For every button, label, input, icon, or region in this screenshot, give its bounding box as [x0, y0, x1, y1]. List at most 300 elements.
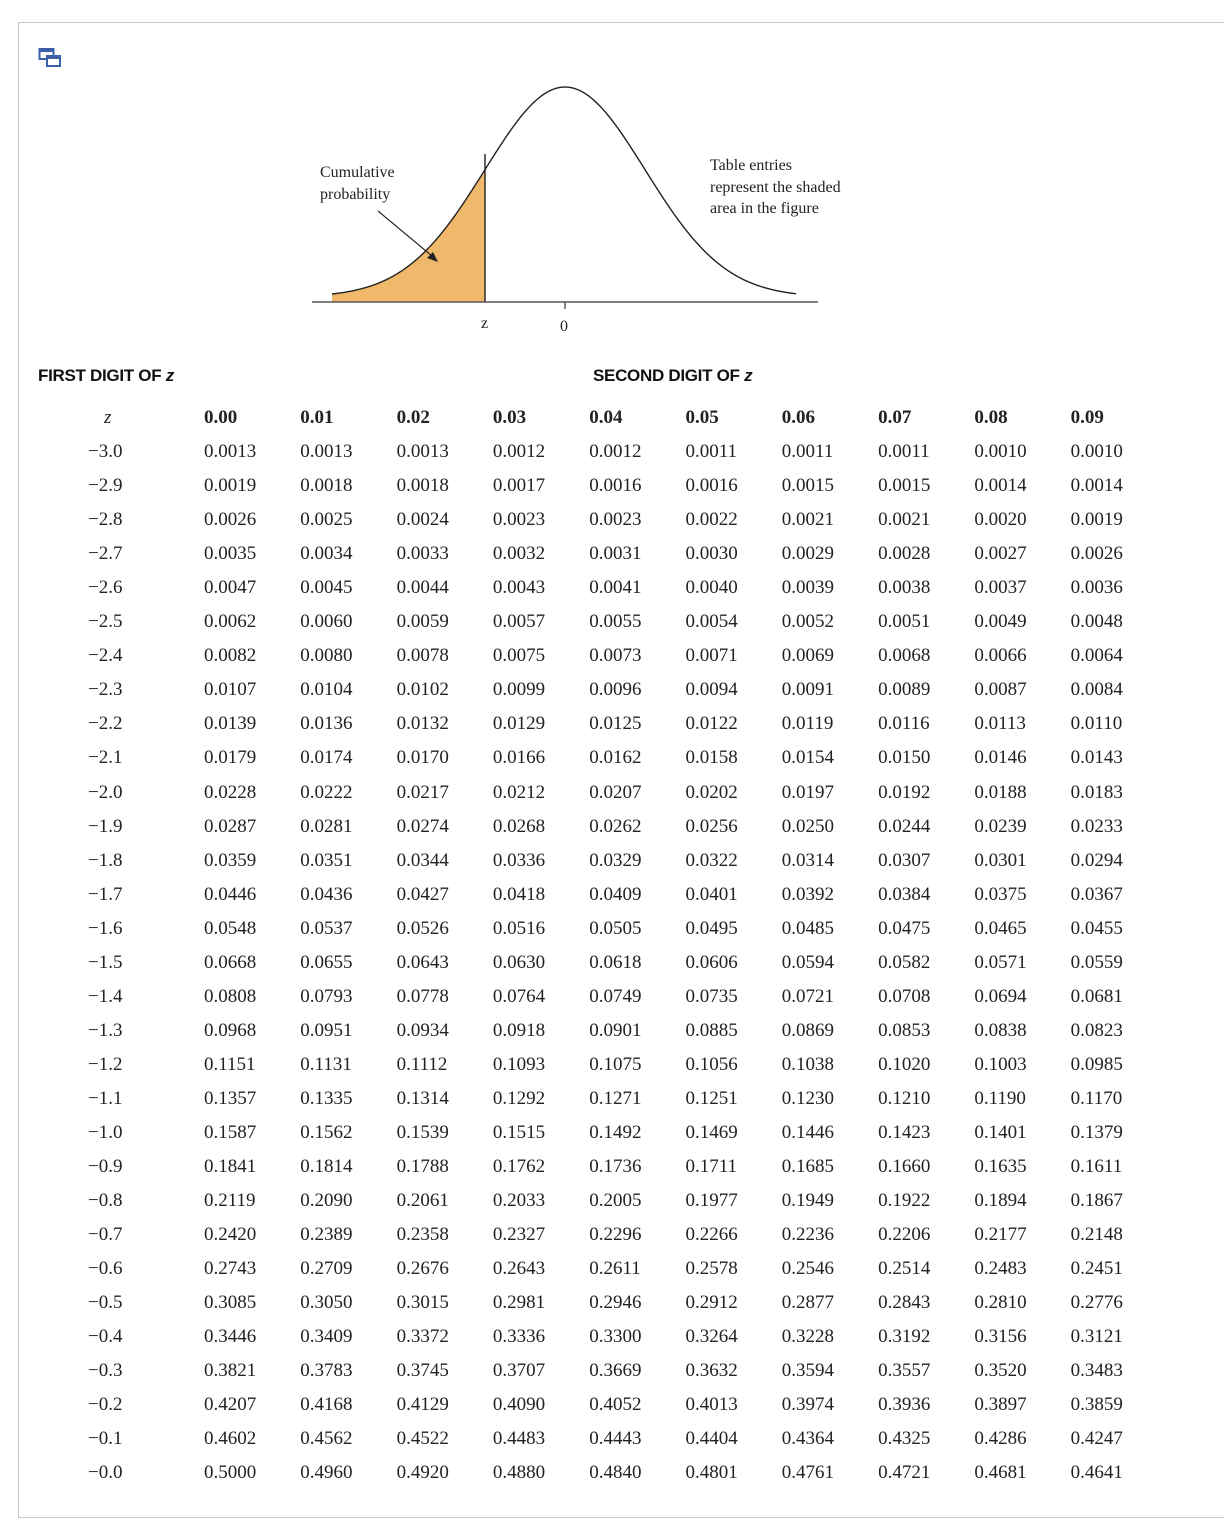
z-value-cell: −1.7 — [88, 883, 123, 905]
probability-cell: 0.3372 — [396, 1326, 449, 1348]
table-row — [60, 1150, 1167, 1184]
probability-cell: 0.2546 — [781, 1258, 835, 1280]
probability-cell: 0.2420 — [204, 1224, 257, 1246]
probability-cell: 0.2206 — [878, 1224, 931, 1246]
probability-cell: 0.3121 — [1070, 1326, 1123, 1348]
probability-cell: 0.0217 — [396, 781, 449, 803]
z-value-cell: −2.6 — [88, 577, 123, 599]
probability-cell: 0.2946 — [589, 1292, 642, 1314]
z-table — [60, 401, 1167, 1491]
probability-cell: 0.0014 — [974, 475, 1027, 497]
probability-cell: 0.0023 — [492, 509, 546, 531]
probability-cell: 0.0344 — [396, 849, 449, 871]
probability-cell: 0.4247 — [1070, 1428, 1123, 1450]
probability-cell: 0.0037 — [974, 577, 1027, 599]
probability-cell: 0.0040 — [685, 577, 738, 599]
probability-cell: 0.0047 — [204, 577, 257, 599]
probability-cell: 0.1210 — [878, 1087, 931, 1109]
probability-cell: 0.2643 — [492, 1258, 546, 1280]
z-value-cell: −2.8 — [88, 509, 123, 531]
probability-cell: 0.1170 — [1070, 1087, 1123, 1109]
table-row — [60, 878, 1167, 912]
probability-cell: 0.0122 — [685, 713, 738, 735]
probability-cell: 0.3859 — [1070, 1394, 1123, 1416]
probability-cell: 0.3520 — [974, 1360, 1027, 1382]
probability-cell: 0.0013 — [396, 441, 449, 463]
column-header: 0.08 — [974, 407, 1008, 429]
probability-cell: 0.0016 — [589, 475, 642, 497]
table-row — [60, 537, 1167, 571]
probability-cell: 0.0158 — [685, 747, 738, 769]
column-header: 0.09 — [1070, 407, 1104, 429]
z-value-cell: −0.9 — [88, 1156, 123, 1178]
probability-cell: 0.1788 — [396, 1156, 449, 1178]
probability-cell: 0.0212 — [492, 781, 546, 803]
probability-cell: 0.0537 — [300, 917, 353, 939]
probability-cell: 0.0018 — [300, 475, 353, 497]
probability-cell: 0.2676 — [396, 1258, 449, 1280]
table-row — [60, 810, 1167, 844]
probability-cell: 0.4207 — [204, 1394, 257, 1416]
probability-cell: 0.2389 — [300, 1224, 353, 1246]
probability-cell: 0.0119 — [781, 713, 834, 735]
probability-cell: 0.1446 — [781, 1122, 835, 1143]
probability-cell: 0.0222 — [300, 781, 353, 803]
probability-cell: 0.0052 — [781, 611, 835, 633]
probability-cell: 0.0116 — [878, 713, 930, 735]
table-row — [60, 1048, 1167, 1082]
probability-cell: 0.0027 — [974, 543, 1027, 565]
probability-cell: 0.1949 — [781, 1190, 835, 1212]
z-value-cell: −0.2 — [88, 1394, 123, 1416]
probability-cell: 0.0026 — [1070, 543, 1123, 565]
probability-cell: 0.0066 — [974, 645, 1027, 667]
probability-cell: 0.4129 — [396, 1394, 449, 1416]
probability-cell: 0.0015 — [781, 475, 835, 497]
probability-cell: 0.0028 — [878, 543, 931, 565]
probability-cell: 0.1003 — [974, 1053, 1027, 1075]
table-row — [60, 1422, 1167, 1456]
probability-cell: 0.1922 — [878, 1190, 931, 1212]
probability-cell: 0.2451 — [1070, 1258, 1123, 1280]
probability-cell: 0.3897 — [974, 1394, 1027, 1416]
column-header: 0.07 — [878, 407, 912, 429]
probability-cell: 0.4013 — [685, 1394, 738, 1416]
probability-cell: 0.4880 — [492, 1462, 546, 1484]
probability-cell: 0.0049 — [974, 611, 1027, 633]
table-row — [60, 1184, 1167, 1218]
probability-cell: 0.0392 — [781, 883, 835, 905]
probability-cell: 0.0233 — [1070, 815, 1123, 837]
probability-cell: 0.0020 — [974, 509, 1027, 531]
probability-cell: 0.0375 — [974, 883, 1027, 905]
probability-cell: 0.0526 — [396, 917, 449, 939]
probability-cell: 0.0465 — [974, 917, 1027, 939]
probability-cell: 0.0107 — [204, 679, 257, 701]
probability-cell: 0.0026 — [204, 509, 257, 531]
probability-cell: 0.0179 — [204, 747, 257, 769]
probability-cell: 0.0294 — [1070, 849, 1123, 871]
probability-cell: 0.3632 — [685, 1360, 738, 1382]
entries-label-line3: area in the figure — [710, 200, 819, 217]
probability-cell: 0.1736 — [589, 1156, 642, 1178]
column-header: 0.05 — [685, 407, 719, 429]
probability-cell: 0.0064 — [1070, 645, 1123, 667]
probability-cell: 0.3085 — [204, 1292, 257, 1314]
probability-cell: 0.2005 — [589, 1190, 642, 1212]
probability-cell: 0.0823 — [1070, 1019, 1123, 1041]
probability-cell: 0.0021 — [878, 509, 931, 531]
table-row — [60, 980, 1167, 1014]
probability-cell: 0.1894 — [974, 1190, 1027, 1212]
probability-cell: 0.4721 — [878, 1462, 931, 1484]
probability-cell: 0.0559 — [1070, 951, 1123, 973]
probability-cell: 0.0012 — [589, 441, 642, 463]
table-row — [60, 605, 1167, 639]
probability-cell: 0.0041 — [589, 577, 642, 599]
probability-cell: 0.3336 — [492, 1326, 546, 1348]
probability-cell: 0.0838 — [974, 1019, 1027, 1041]
probability-cell: 0.0036 — [1070, 577, 1123, 599]
probability-cell: 0.2611 — [589, 1258, 641, 1280]
probability-cell: 0.4681 — [974, 1462, 1027, 1484]
probability-cell: 0.4364 — [781, 1428, 835, 1450]
column-header: 0.04 — [589, 407, 623, 429]
probability-cell: 0.1611 — [1070, 1156, 1123, 1178]
probability-cell: 0.0668 — [204, 951, 257, 973]
probability-cell: 0.2236 — [781, 1224, 835, 1246]
z-value-cell: −0.6 — [88, 1258, 123, 1280]
probability-cell: 0.1867 — [1070, 1190, 1123, 1212]
table-row — [60, 435, 1167, 469]
table-row — [60, 1252, 1167, 1286]
cumulative-label-line1: Cumulative — [320, 164, 395, 181]
probability-cell: 0.0721 — [781, 985, 835, 1007]
probability-cell: 0.2327 — [492, 1224, 546, 1246]
probability-cell: 0.0150 — [878, 747, 931, 769]
probability-cell: 0.0516 — [492, 917, 546, 939]
probability-cell: 0.1401 — [974, 1122, 1027, 1143]
z-value-cell: −2.1 — [88, 747, 123, 769]
probability-cell: 0.0655 — [300, 951, 353, 973]
probability-cell: 0.0793 — [300, 985, 353, 1007]
probability-cell: 0.4840 — [589, 1462, 642, 1484]
table-row — [60, 1456, 1167, 1490]
probability-cell: 0.0594 — [781, 951, 835, 973]
probability-cell: 0.0025 — [300, 509, 353, 531]
probability-cell: 0.2709 — [300, 1258, 353, 1280]
z-value-cell: −2.5 — [88, 611, 123, 633]
entries-label-line2: represent the shaded — [710, 179, 841, 196]
probability-cell: 0.0029 — [781, 543, 835, 565]
probability-cell: 0.3228 — [781, 1326, 835, 1348]
probability-cell: 0.0869 — [781, 1019, 835, 1041]
probability-cell: 0.0080 — [300, 645, 353, 667]
probability-cell: 0.0495 — [685, 917, 738, 939]
probability-cell: 0.0287 — [204, 815, 257, 837]
probability-cell: 0.0951 — [300, 1019, 353, 1041]
z-value-cell: −2.7 — [88, 543, 123, 565]
probability-cell: 0.0044 — [396, 577, 449, 599]
table-row — [60, 1218, 1167, 1252]
probability-cell: 0.0019 — [1070, 509, 1123, 531]
probability-cell: 0.0694 — [974, 985, 1027, 1007]
probability-cell: 0.1292 — [492, 1087, 546, 1109]
probability-cell: 0.0183 — [1070, 781, 1123, 803]
probability-cell: 0.0129 — [492, 713, 546, 735]
probability-cell: 0.0010 — [974, 441, 1027, 463]
probability-cell: 0.0017 — [492, 475, 546, 497]
probability-cell: 0.0034 — [300, 543, 353, 565]
probability-cell: 0.4920 — [396, 1462, 449, 1484]
probability-cell: 0.0985 — [1070, 1053, 1123, 1075]
table-row — [60, 639, 1167, 673]
probability-cell: 0.1335 — [300, 1087, 353, 1109]
z-value-cell: −0.8 — [88, 1190, 123, 1212]
probability-cell: 0.2296 — [589, 1224, 642, 1246]
probability-cell: 0.0853 — [878, 1019, 931, 1041]
column-header: 0.00 — [204, 407, 238, 429]
probability-cell: 0.0087 — [974, 679, 1027, 701]
probability-cell: 0.0075 — [492, 645, 546, 667]
probability-cell: 0.3050 — [300, 1292, 353, 1314]
probability-cell: 0.0059 — [396, 611, 449, 633]
probability-cell: 0.0078 — [396, 645, 449, 667]
probability-cell: 0.0013 — [204, 441, 257, 463]
probability-cell: 0.2743 — [204, 1258, 257, 1280]
probability-cell: 0.0681 — [1070, 985, 1123, 1007]
probability-cell: 0.1112 — [396, 1053, 448, 1075]
probability-cell: 0.1271 — [589, 1087, 642, 1109]
probability-cell: 0.0244 — [878, 815, 931, 837]
table-row — [60, 571, 1167, 605]
probability-cell: 0.3936 — [878, 1394, 931, 1416]
probability-cell: 0.1841 — [204, 1156, 257, 1178]
probability-cell: 0.0188 — [974, 781, 1027, 803]
probability-cell: 0.0630 — [492, 951, 546, 973]
probability-cell: 0.0174 — [300, 747, 353, 769]
probability-cell: 0.3192 — [878, 1326, 931, 1348]
probability-cell: 0.0934 — [396, 1019, 449, 1041]
popout-window-icon[interactable] — [38, 47, 62, 69]
probability-cell: 0.3594 — [781, 1360, 835, 1382]
probability-cell: 0.1020 — [878, 1053, 931, 1075]
probability-cell: 0.0268 — [492, 815, 546, 837]
probability-cell: 0.0146 — [974, 747, 1027, 769]
probability-cell: 0.1660 — [878, 1156, 931, 1178]
probability-cell: 0.0329 — [589, 849, 642, 871]
probability-cell: 0.0170 — [396, 747, 449, 769]
probability-cell: 0.0618 — [589, 951, 642, 973]
probability-cell: 0.1423 — [878, 1122, 931, 1143]
probability-cell: 0.4801 — [685, 1462, 738, 1484]
probability-cell: 0.0749 — [589, 985, 642, 1007]
probability-cell: 0.0018 — [396, 475, 449, 497]
probability-cell: 0.1314 — [396, 1087, 449, 1109]
probability-cell: 0.0505 — [589, 917, 642, 939]
column-header: 0.01 — [300, 407, 334, 429]
probability-cell: 0.0154 — [781, 747, 835, 769]
probability-cell: 0.2033 — [492, 1190, 546, 1212]
probability-cell: 0.4168 — [300, 1394, 353, 1416]
z-value-cell: −2.9 — [88, 475, 123, 497]
probability-cell: 0.2912 — [685, 1292, 738, 1314]
probability-cell: 0.0073 — [589, 645, 642, 667]
probability-cell: 0.2483 — [974, 1258, 1027, 1280]
probability-cell: 0.0262 — [589, 815, 642, 837]
probability-cell: 0.1131 — [300, 1053, 352, 1075]
probability-cell: 0.0427 — [396, 883, 449, 905]
probability-cell: 0.1251 — [685, 1087, 738, 1109]
probability-cell: 0.3300 — [589, 1326, 642, 1348]
probability-cell: 0.0548 — [204, 917, 257, 939]
probability-cell: 0.2061 — [396, 1190, 449, 1212]
table-row — [60, 707, 1167, 741]
z-value-cell: −1.5 — [88, 951, 123, 973]
z-value-cell: −2.4 — [88, 645, 123, 667]
probability-cell: 0.0102 — [396, 679, 449, 701]
table-row — [60, 1082, 1167, 1116]
probability-cell: 0.0968 — [204, 1019, 257, 1041]
probability-cell: 0.0885 — [685, 1019, 738, 1041]
probability-cell: 0.0010 — [1070, 441, 1123, 463]
probability-cell: 0.2090 — [300, 1190, 353, 1212]
entries-label-line1: Table entries — [710, 157, 792, 174]
probability-cell: 0.0409 — [589, 883, 642, 905]
probability-cell: 0.0307 — [878, 849, 931, 871]
probability-cell: 0.4562 — [300, 1428, 353, 1450]
table-row — [60, 1354, 1167, 1388]
probability-cell: 0.0051 — [878, 611, 931, 633]
probability-cell: 0.4522 — [396, 1428, 449, 1450]
z-value-cell: −0.0 — [88, 1462, 123, 1484]
probability-cell: 0.0202 — [685, 781, 738, 803]
probability-cell: 0.0099 — [492, 679, 546, 701]
probability-cell: 0.0764 — [492, 985, 546, 1007]
probability-cell: 0.3446 — [204, 1326, 257, 1348]
probability-cell: 0.0030 — [685, 543, 738, 565]
probability-cell: 0.2266 — [685, 1224, 738, 1246]
pointer-arrow — [378, 211, 432, 256]
probability-cell: 0.0418 — [492, 883, 546, 905]
probability-cell: 0.0322 — [685, 849, 738, 871]
probability-cell: 0.0228 — [204, 781, 257, 803]
probability-cell: 0.0139 — [204, 713, 257, 735]
probability-cell: 0.1230 — [781, 1087, 835, 1109]
second-digit-header: SECOND DIGIT OF z — [593, 366, 753, 385]
probability-cell: 0.0022 — [685, 509, 738, 531]
table-row — [60, 469, 1167, 503]
probability-cell: 0.2514 — [878, 1258, 931, 1280]
probability-cell: 0.0132 — [396, 713, 449, 735]
table-row — [60, 673, 1167, 707]
z-value-cell: −0.5 — [88, 1292, 123, 1314]
probability-cell: 0.1190 — [974, 1087, 1026, 1109]
probability-cell: 0.0136 — [300, 713, 353, 735]
z-value-cell: −3.0 — [88, 441, 123, 463]
z-value-cell: −0.3 — [88, 1360, 123, 1382]
probability-cell: 0.3557 — [878, 1360, 931, 1382]
probability-cell: 0.1515 — [492, 1122, 546, 1143]
first-digit-header: FIRST DIGIT OF z — [38, 366, 174, 385]
probability-cell: 0.0012 — [492, 441, 546, 463]
probability-cell: 0.0582 — [878, 951, 931, 973]
probability-cell: 0.0192 — [878, 781, 931, 803]
probability-cell: 0.0032 — [492, 543, 546, 565]
probability-cell: 0.3821 — [204, 1360, 257, 1382]
column-header-row — [60, 401, 1167, 435]
z-value-cell: −1.3 — [88, 1019, 123, 1041]
probability-cell: 0.0043 — [492, 577, 546, 599]
probability-cell: 0.2119 — [204, 1190, 256, 1212]
probability-cell: 0.1562 — [300, 1122, 353, 1143]
z-value-cell: −1.6 — [88, 917, 123, 939]
probability-cell: 0.1814 — [300, 1156, 353, 1178]
probability-cell: 0.0250 — [781, 815, 835, 837]
probability-cell: 0.1379 — [1070, 1122, 1123, 1143]
probability-cell: 0.0054 — [685, 611, 738, 633]
probability-cell: 0.0808 — [204, 985, 257, 1007]
probability-cell: 0.0062 — [204, 611, 257, 633]
probability-cell: 0.3483 — [1070, 1360, 1123, 1382]
probability-cell: 0.0023 — [589, 509, 642, 531]
probability-cell: 0.1977 — [685, 1190, 738, 1212]
probability-cell: 0.0256 — [685, 815, 738, 837]
probability-cell: 0.0024 — [396, 509, 449, 531]
probability-cell: 0.3156 — [974, 1326, 1027, 1348]
probability-cell: 0.0011 — [781, 441, 834, 463]
probability-cell: 0.4602 — [204, 1428, 257, 1450]
probability-cell: 0.0011 — [878, 441, 930, 463]
probability-cell: 0.2776 — [1070, 1292, 1123, 1314]
probability-cell: 0.0778 — [396, 985, 449, 1007]
probability-cell: 0.0274 — [396, 815, 449, 837]
probability-cell: 0.1635 — [974, 1156, 1027, 1178]
probability-cell: 0.0019 — [204, 475, 257, 497]
probability-cell: 0.0035 — [204, 543, 257, 565]
probability-cell: 0.0606 — [685, 951, 738, 973]
probability-cell: 0.0125 — [589, 713, 642, 735]
probability-cell: 0.0021 — [781, 509, 835, 531]
probability-cell: 0.0104 — [300, 679, 353, 701]
probability-cell: 0.0011 — [685, 441, 738, 463]
probability-cell: 0.2177 — [974, 1224, 1027, 1246]
probability-cell: 0.1685 — [781, 1156, 835, 1178]
cumulative-label-line2: probability — [320, 186, 391, 203]
table-row — [60, 503, 1167, 537]
probability-cell: 0.0735 — [685, 985, 738, 1007]
probability-cell: 0.0643 — [396, 951, 449, 973]
probability-cell: 0.2810 — [974, 1292, 1027, 1314]
probability-cell: 0.0055 — [589, 611, 642, 633]
probability-cell: 0.5000 — [204, 1462, 257, 1484]
probability-cell: 0.0446 — [204, 883, 257, 905]
z-value-cell: −1.8 — [88, 849, 123, 871]
probability-cell: 0.4404 — [685, 1428, 738, 1450]
probability-cell: 0.0110 — [1070, 713, 1123, 735]
probability-cell: 0.0057 — [492, 611, 546, 633]
z-value-cell: −1.4 — [88, 985, 123, 1007]
probability-cell: 0.4052 — [589, 1394, 642, 1416]
z-value-cell: −0.4 — [88, 1326, 123, 1348]
probability-cell: 0.0166 — [492, 747, 546, 769]
probability-cell: 0.1093 — [492, 1053, 546, 1075]
probability-cell: 0.0475 — [878, 917, 931, 939]
probability-cell: 0.0045 — [300, 577, 353, 599]
probability-cell: 0.0571 — [974, 951, 1027, 973]
table-row — [60, 1388, 1167, 1422]
probability-cell: 0.0918 — [492, 1019, 546, 1041]
